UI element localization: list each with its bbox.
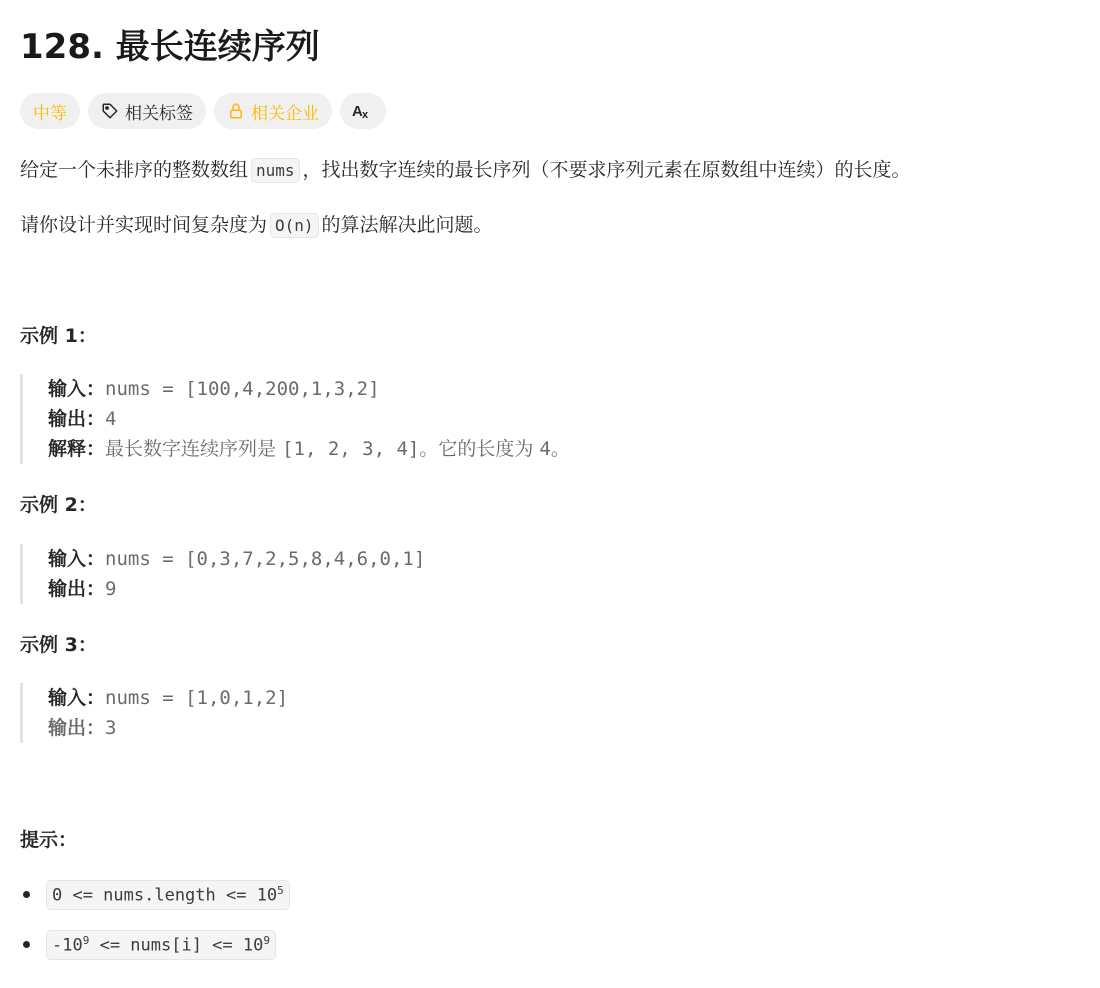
bullet-icon: [23, 891, 30, 898]
difficulty-label: 中等: [33, 103, 67, 124]
desc-text: 给定一个未排序的整数数组: [20, 159, 249, 181]
constraint-exponent: 9: [263, 934, 270, 947]
example-output: [48, 713, 288, 743]
explain-code: [1, 2, 3, 4]: [282, 438, 420, 460]
constraint-code: [46, 930, 276, 960]
problem-title: 128. 最长连续序列: [20, 27, 320, 67]
explain-after: 。它的长度为: [419, 438, 534, 460]
tag-icon: [101, 102, 119, 120]
desc-text: ，找出数字连续的最长序列（不要求序列元素在原数组中连续）的长度。: [302, 159, 911, 181]
output-value: 4: [105, 408, 117, 430]
output-value: 9: [105, 578, 117, 600]
example-1-block: [20, 374, 570, 464]
example-output: [48, 404, 570, 434]
lock-icon: [227, 102, 245, 120]
explain-num: 4: [539, 438, 551, 460]
output-value: 3: [105, 717, 117, 739]
example-input: [48, 544, 425, 574]
related-companies-label: 相关企业: [251, 103, 319, 124]
constraint-exponent: 9: [82, 934, 90, 947]
bullet-icon: [23, 941, 30, 948]
related-tags-button[interactable]: [88, 93, 206, 129]
related-companies-button[interactable]: [214, 93, 332, 129]
constraint-exponent: 5: [277, 884, 284, 897]
desc-text: 请你设计并实现时间复杂度为: [20, 214, 268, 236]
description-paragraph-2: [20, 211, 493, 240]
input-value: nums = [0,3,7,2,5,8,4,6,0,1]: [105, 548, 426, 570]
input-value: nums = [1,0,1,2]: [105, 687, 289, 709]
example-1-heading: 示例 1：: [20, 325, 97, 347]
input-label: 输入：: [48, 687, 106, 709]
example-input: [48, 683, 288, 713]
constraints-heading: 提示：: [20, 829, 78, 851]
constraint-text: <= nums[i] <= 10: [89, 935, 264, 956]
example-explanation: [48, 434, 570, 464]
inline-code-complexity: O(n): [270, 213, 319, 238]
example-2-heading: 示例 2：: [20, 494, 97, 516]
svg-text:x: x: [362, 109, 369, 121]
explain-end: 。: [550, 438, 570, 460]
example-2-block: [20, 544, 425, 604]
input-label: 输入：: [48, 378, 106, 400]
output-label: 输出：: [48, 408, 106, 430]
translate-button[interactable]: [340, 93, 386, 129]
example-3-heading: 示例 3：: [20, 634, 97, 656]
input-value: nums = [100,4,200,1,3,2]: [105, 378, 380, 400]
desc-text: 的算法解决此问题。: [321, 214, 493, 236]
example-output: [48, 574, 425, 604]
input-label: 输入：: [48, 548, 106, 570]
constraint-item-2: [20, 930, 276, 960]
constraint-item-1: [20, 880, 290, 910]
example-3-block: [20, 683, 288, 743]
constraint-code: [46, 880, 290, 910]
explain-label: 解释：: [48, 438, 106, 460]
explain-text: 最长数字连续序列是: [105, 438, 277, 460]
example-input: [48, 374, 570, 404]
output-label: 输出：: [48, 578, 106, 600]
tag-row: [20, 93, 386, 129]
constraint-text: 0 <= nums.length <= 10: [52, 885, 278, 906]
related-tags-label: 相关标签: [125, 103, 193, 124]
svg-text:A: A: [352, 103, 363, 120]
difficulty-badge[interactable]: [20, 93, 80, 129]
output-label: 输出：: [48, 717, 106, 739]
translate-icon: [352, 101, 374, 121]
constraint-text: -10: [52, 935, 83, 956]
description-paragraph-1: [20, 156, 911, 185]
inline-code-nums: nums: [251, 158, 300, 183]
